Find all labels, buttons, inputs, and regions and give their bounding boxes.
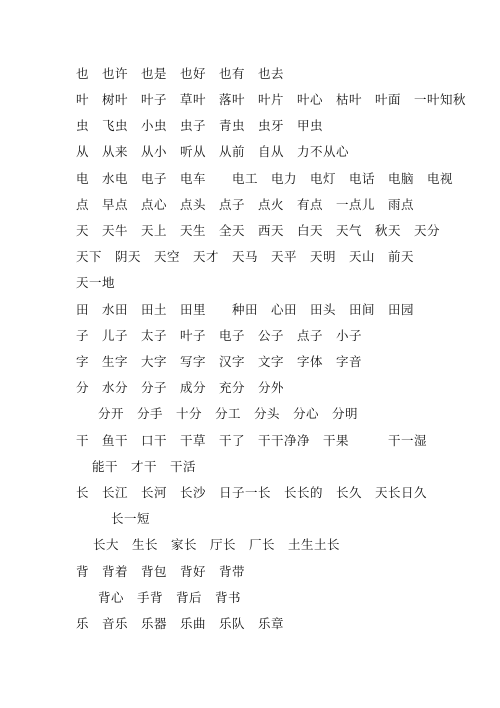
text-line: 字 生字 大字 写字 汉字 文字 字体 字音 <box>76 354 363 369</box>
text-line: 子 儿子 太子 叶子 电子 公子 点子 小子 <box>76 328 363 343</box>
text-line: 从 从来 从小 听从 从前 自从 力不从心 <box>76 144 350 159</box>
text-line: 分 水分 分子 成分 充分 分外 <box>76 380 285 395</box>
text-line: 天 天牛 天上 天生 全天 西天 白天 天气 秋天 天分 <box>76 223 441 238</box>
text-line: 电 水电 电子 电车 电工 电力 电灯 电话 电脑 电视 <box>76 171 454 186</box>
text-line: 背心 手背 背后 背书 <box>98 590 242 605</box>
text-line: 叶 树叶 叶子 草叶 落叶 叶片 叶心 枯叶 叶面 一叶知秋 <box>76 92 467 107</box>
text-line: 田 水田 田土 田里 种田 心田 田头 田间 田园 <box>76 302 415 317</box>
text-line: 干 鱼干 口干 干草 干了 干干净净 干果 干一湿 <box>76 433 428 448</box>
text-line: 天一地 <box>76 275 116 290</box>
text-line: 长一短 <box>111 511 151 526</box>
text-line: 虫 飞虫 小虫 虫子 青虫 虫牙 甲虫 <box>76 118 324 133</box>
text-line: 乐 音乐 乐器 乐曲 乐队 乐章 <box>76 616 285 631</box>
text-line: 背 背着 背包 背好 背带 <box>76 564 246 579</box>
text-line: 也 也许 也是 也好 也有 也去 <box>76 66 285 81</box>
text-line: 点 早点 点心 点头 点子 点火 有点 一点儿 雨点 <box>76 197 415 212</box>
text-line: 分开 分手 十分 分工 分头 分心 分明 <box>98 406 359 421</box>
text-line: 长 长江 长河 长沙 日子一长 长长的 长久 天长日久 <box>76 485 428 500</box>
text-line: 能干 才干 干活 <box>92 459 197 474</box>
text-line: 天下 阴天 天空 天才 天马 天平 天明 天山 前天 <box>76 249 415 264</box>
text-line: 长大 生长 家长 厅长 厂长 土生土长 <box>93 537 341 552</box>
